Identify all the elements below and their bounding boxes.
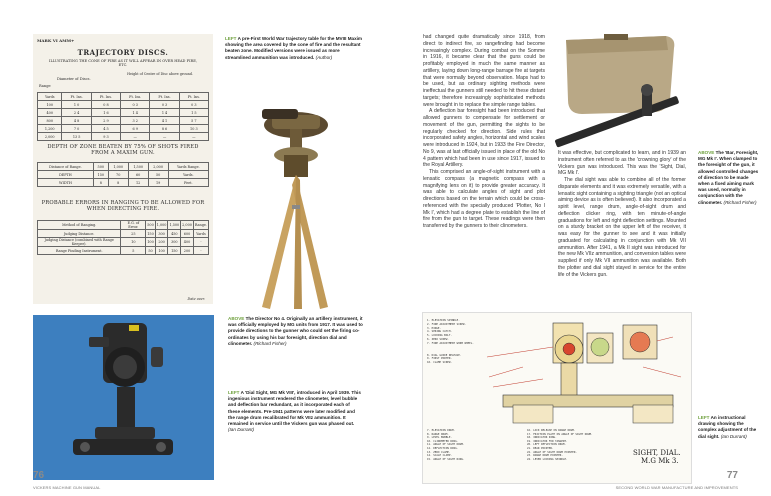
errors-table [37, 220, 209, 255]
table-row [38, 230, 209, 238]
table-cell: — [179, 133, 208, 141]
table-cell: 13 5 [62, 133, 91, 141]
table-cell: 100 [38, 101, 62, 109]
table-cell: 1 4 [121, 109, 150, 117]
page-number-left: 76 [33, 470, 45, 481]
table-cell: 0 8 [91, 101, 120, 109]
table-cell: — [150, 133, 179, 141]
legend-item: 10. CLAMP SCREW. [427, 361, 452, 365]
caption-label: LEFT [228, 390, 240, 395]
table-row [38, 117, 209, 125]
table-cell: 0 3 [150, 101, 179, 109]
table-cell: 100 [146, 238, 155, 247]
table-cell: 1 4 [150, 109, 179, 117]
table-cell: 10 [121, 238, 146, 247]
table-cell: 100 [155, 247, 168, 255]
table-row [38, 247, 209, 255]
depth-table [37, 162, 209, 187]
caption-credit: (Ian Durrant) [228, 427, 255, 433]
legend-item: 23. RANGE DRUM POINTER. [527, 454, 563, 458]
legend-item: 22. ANGLE OF SIGHT DRUM POINTER. [527, 450, 577, 454]
legend-item: 19. INDICATOR FOR TANGENT. [527, 439, 568, 443]
table-header: 1,000 [155, 221, 168, 230]
diagram-legend-left [427, 319, 485, 365]
table-cell: 150 [93, 171, 108, 179]
legend-item: 14. SCALE CLAMP. [427, 454, 452, 458]
table-cell: 6 9 [121, 125, 150, 133]
caption-text: The 'Bar, Foresight, MG Mk I'. When clamped to the foresight of the gun, it allowed controlled changes of direction to be made when a fixed aiming mark was used, normally in conjunction with the clinometer. [698, 150, 759, 205]
body-column-1 [423, 34, 545, 230]
table-cell: 7 0 [62, 125, 91, 133]
doc-subtitle: ILLUSTRATING THE CONE OF FIRE AS IT WILL APPEAR IN OVER HEAD FIRE, ETC. [49, 59, 197, 67]
table-cell: 150 [168, 247, 181, 255]
depth-heading: DEPTH OF ZONE BEATEN BY 75% OF SHOTS FIRED FROM A MAXIM GUN. [47, 144, 199, 156]
table-header: E.G. of Error. [121, 221, 146, 230]
diagram-caption [698, 415, 760, 440]
errors-heading: PROBABLE ERRORS IN RANGING TO BE ALLOWED FOR WHEN DIRECTING FIRE. [41, 200, 205, 212]
table-cell: 9 3 [91, 133, 120, 141]
table-cell: 19 [148, 179, 168, 187]
table-cell: Feet. [168, 179, 208, 187]
table-cell: Yards. [168, 171, 208, 179]
legend-item: 8. RANGE DRUM. [427, 432, 449, 436]
paragraph: This comprised an angle-of-sight instrument with a lensatic compass (a magnetic compass with a magnifying lens on it) to provide greater accuracy. It was able to calculate angles of sight and plot directions based on the terrain which could be cross-referenced with the specially produced 'Plotter, No I Mk I', which had a degree plate to establish the line of fire from the gun to target. These readings were then transferred by the gunners to their clinometers. [423, 169, 545, 229]
legend-item: 18. INDICATOR RING. [527, 436, 557, 440]
table-cell: DEPTH [38, 171, 94, 179]
table-cell: 300 [155, 230, 168, 238]
paragraph: had changed quite dramatically since 1918, from direct to indirect fire, so rangefinding had become increasingly complex. During combat on the Somme in 1916, it became clear that the guns could be profitably employed in much the same manner as artillery, laying down long-range barrage fire at targets that were normally beyond observation. Maps had to be used, but as ordinary sighting methods were ineffectual the gunners still needed to hit these distant targets; therefore increasingly sophisticated methods were brought in to replace the simple range tables. [423, 34, 545, 108]
table-cell: 150 [147, 231, 154, 236]
table-cell: 300 [168, 238, 181, 247]
legend-item: 10. CLINOMETER RING. [427, 439, 459, 443]
table-cell: 50 [148, 171, 168, 179]
legend-item: 15. ANGLE OF SIGHT RING. [427, 457, 465, 461]
legend-item: 13. ZERO CLAMP. [427, 450, 451, 454]
table-header: Ft. Ins. [179, 93, 208, 101]
table-cell: 60 [128, 171, 148, 179]
table-header: 1,000 [108, 163, 128, 171]
director-photo [222, 85, 370, 310]
table-header: Method of Ranging. [38, 221, 121, 230]
caption-text: A 'Dial Sight, MG Mk VIII', introduced in April 1939. This ingenious instrument rendered the clinometer, level bubble and deflection bar redundant, as it incorporated each of these elements. Pre-1941 patterns were later modified and the range drum recalibrated for Mk VIIz ammunition. It remained in service until the Vickers gun was phased out. [228, 390, 361, 427]
table-row [38, 133, 209, 141]
table-row [38, 101, 209, 109]
paragraph: The dial sight was able to combine all of the former disparate elements and it was extremely versatile, with a lensatic sight containing a sighting triangle (not an optical aiming device as is often believed). It also incorporated a spirit level, range drum, angle-of-sight drum and deflection clicker ring, with ten minute-of-angle graduations for left and right deflection settings. Mounted on a sturdy bracket on the upper left of the receiver, it was easy for the gunner to see and it was initially graduated for calculating in conjunction with Mk VII ammunition. After 1941, a Mk II sight was introduced for the new Mk VIIz ammunition, and conversion tables were supplied if only Mk VII ammunition was available. Both the plotter and dial sight stayed in service for the entire life of the Vickers gun. [558, 177, 686, 278]
legend-item: 7. ELEVATION DRUM. [427, 429, 456, 432]
table-header: Range. [193, 221, 208, 230]
table-cell: Yards [193, 230, 208, 238]
legend-item: 20. LEFT DEFLECTION DRUM. [527, 443, 567, 447]
foresight-caption [698, 150, 760, 206]
legend-item: 6. ZERO SCREW. [427, 337, 449, 341]
table-cell: 25 [121, 230, 146, 238]
table-cell: - [193, 238, 208, 247]
table-header: Yards Range. [168, 163, 208, 171]
legend-item: 1. ELEVATION SPINDLE. [427, 319, 460, 322]
legend-item: 3. HINGE. [427, 326, 442, 330]
table-cell: 2 4 [62, 109, 91, 117]
legend-item: 21. REAR POINTER. [527, 446, 554, 450]
doc-range-label: Range [39, 84, 51, 88]
table-cell: 50 [146, 247, 155, 255]
paragraph: A deflection bar foresight had been introduced that allowed gunners to compensate for settlement or movement of the gun, permitting the sights to be regularly checked for direction. Side rules that incorporated safety angles, horizontal and wind scales were introduced in 1924, but in 1933 the Fire Director, No 9, was at last officially issued in place of the old No 4 pattern which had been in use since 1917, issued to the Royal Artillery. [423, 108, 545, 169]
table-cell: 400 [181, 238, 194, 247]
footer-title-right: SECOND WORLD WAR MANUFACTURE AND IMPROVEMENTS [615, 485, 738, 490]
diagram-legend-bottom-a [427, 429, 527, 461]
table-header: 2,000 [181, 221, 194, 230]
trajectory-document [33, 34, 213, 304]
caption-label: LEFT [698, 415, 710, 420]
dial-sight-image [33, 315, 214, 480]
table-cell: 10 3 [179, 125, 208, 133]
table-cell: 450 [168, 230, 181, 238]
table-header-row [38, 93, 209, 101]
legend-item: 11. ANGLE OF SIGHT DRUM. [427, 443, 465, 447]
paragraph: It was effective, but complicated to learn, and in 1939 an instrument often referred to as the 'crowning glory' of the Vickers gun was introduced. This was the 'Sight, Dial, MG Mk I'. [558, 150, 686, 177]
caption-credit: (Ian Durrant) [720, 433, 747, 439]
legend-item: 7. FINE ADJUSTMENT WORM WHEEL. [427, 341, 474, 345]
legend-item: 4. SPRING CATCH. [427, 330, 452, 334]
legend-item: 24. LEVER LOCKING SPINDLE. [527, 457, 568, 461]
table-cell: 5 7 [179, 117, 208, 125]
table-cell: 1 0 [62, 101, 91, 109]
caption-label: ABOVE [698, 150, 715, 155]
caption-credit: (Richard Fisher) [253, 340, 287, 346]
legend-item: 8. DIAL GUIDE RELEASE. [427, 353, 462, 357]
bar-foresight-photo [546, 30, 692, 148]
table-header: 500 [146, 221, 155, 230]
table-row [38, 179, 209, 187]
dial-sight-diagram [422, 312, 692, 484]
table-header: 1,500 [168, 221, 181, 230]
doc-title: TRAJECTORY DISCS. [77, 48, 169, 57]
table-header: Ft. Ins. [121, 93, 150, 101]
table-cell: Judging Distance (combined with Range Keeper). [38, 238, 121, 247]
table-cell: 800 [38, 117, 62, 125]
doc-height-label: Height of Centre of Disc above ground. [127, 72, 193, 76]
caption-credit: (Author) [315, 54, 333, 60]
footer-title-left: VICKERS MACHINE GUN MANUAL [33, 485, 101, 490]
table-cell: 2 9 [91, 117, 120, 125]
legend-item: 9. LEVEL BUBBLE. [427, 436, 452, 440]
legend-item: 9. FIRST PORTER. [427, 357, 452, 361]
doc-header: MARK VI AMM+ [37, 38, 75, 43]
table-cell: 200 [181, 247, 194, 255]
table-cell: 70 [108, 171, 128, 179]
table-cell: 8 6 [150, 125, 179, 133]
doc-footer-note: Date over. [187, 297, 205, 301]
table-cell: 8 [108, 179, 128, 187]
table-cell: 600 [181, 230, 194, 238]
page-number-right: 77 [726, 470, 738, 481]
table-cell: 1,200 [38, 125, 62, 133]
diagram-legend-bottom-b [527, 429, 627, 461]
table-cell: 4 5 [91, 125, 120, 133]
bar-foresight-image [546, 30, 692, 148]
table-cell: WIDTH [38, 179, 94, 187]
table-cell: 400 [38, 109, 62, 117]
table-cell: 0 3 [121, 101, 150, 109]
left-page [0, 0, 385, 496]
legend-item: 16. LOCK RELEASE ON RANGE DRUM. [527, 429, 576, 432]
table-cell: 2,000 [38, 133, 62, 141]
table-cell: 200 [155, 238, 168, 247]
legend-item: 2. FINE ADJUSTMENT SCREW. [427, 322, 467, 326]
legend-item: 12. DEFLECTION RING. [427, 446, 459, 450]
table-cell: - [193, 247, 208, 255]
dial-sight-photo [33, 315, 214, 480]
table-row [38, 125, 209, 133]
table-header: Ft. Ins. [62, 93, 91, 101]
legend-item: 5. LOCKING BOLT. [427, 334, 452, 338]
table-header: 2,000 [148, 163, 168, 171]
table-header-row [38, 221, 209, 230]
table-cell: 4 8 [62, 117, 91, 125]
caption-text: A pre-First World War trajectory table for the MVIII Maxim showing the area covered by the cone of fire and the resultant beaten zone. Modified versions were issued as more streamlined ammunition was introduced. [225, 36, 362, 60]
table-header: 500 [93, 163, 108, 171]
legend-item: 17. FRICTION PLATE ON ANGLE OF SIGHT DRUM. [527, 432, 593, 436]
dial-sight-caption [228, 390, 363, 433]
table-cell: Range Finding Instrument. [38, 247, 121, 255]
table-cell: 8 [93, 179, 108, 187]
table-header: Yards [38, 93, 62, 101]
caption-credit: (Richard Fisher) [723, 199, 757, 205]
caption-label: ABOVE [228, 316, 245, 321]
trajectory-caption [225, 36, 362, 61]
table-cell: 1 5 [179, 109, 208, 117]
table-cell: Judging Distance. [38, 230, 121, 238]
director-caption [228, 316, 363, 347]
table-row [38, 171, 209, 179]
caption-text: An instructional drawing showing the complex adjustment of the dial sight. [698, 415, 757, 439]
table-header: 1,500 [128, 163, 148, 171]
table-row [38, 109, 209, 117]
table-row [38, 238, 209, 247]
sight-drawing [483, 317, 689, 429]
table-header: Ft. Ins. [91, 93, 120, 101]
diagram-title-line: SIGHT, DIAL. [633, 449, 681, 457]
body-column-2 [558, 150, 686, 278]
table-header: Ft. Ins. [150, 93, 179, 101]
table-cell: 12 [128, 179, 148, 187]
diagram-title-line: M.G Mk 3. [641, 457, 679, 465]
table-cell: 4 1 [150, 117, 179, 125]
caption-text: The Director No 4. Originally an artillery instrument, it was officially employed by MG units from 1917. It was used to provide directions to the gunner who could set the firing co-ordinates by using his bar foresight, direction dial and clinometer. [228, 316, 363, 346]
caption-label: LEFT [225, 36, 237, 41]
right-page [386, 0, 771, 496]
table-cell: 1 6 [91, 109, 120, 117]
diagram-title [633, 449, 689, 465]
trajectory-table [37, 92, 209, 141]
table-cell: 5 [121, 247, 146, 255]
table-header: Distance of Range. [38, 163, 94, 171]
table-cell: — [121, 133, 150, 141]
table-header-row [38, 163, 209, 171]
table-cell: 0 3 [179, 101, 208, 109]
table-cell: 3 2 [121, 117, 150, 125]
doc-diameter-label: Diameter of Discs. [57, 77, 91, 81]
director-instrument-image [222, 85, 370, 310]
